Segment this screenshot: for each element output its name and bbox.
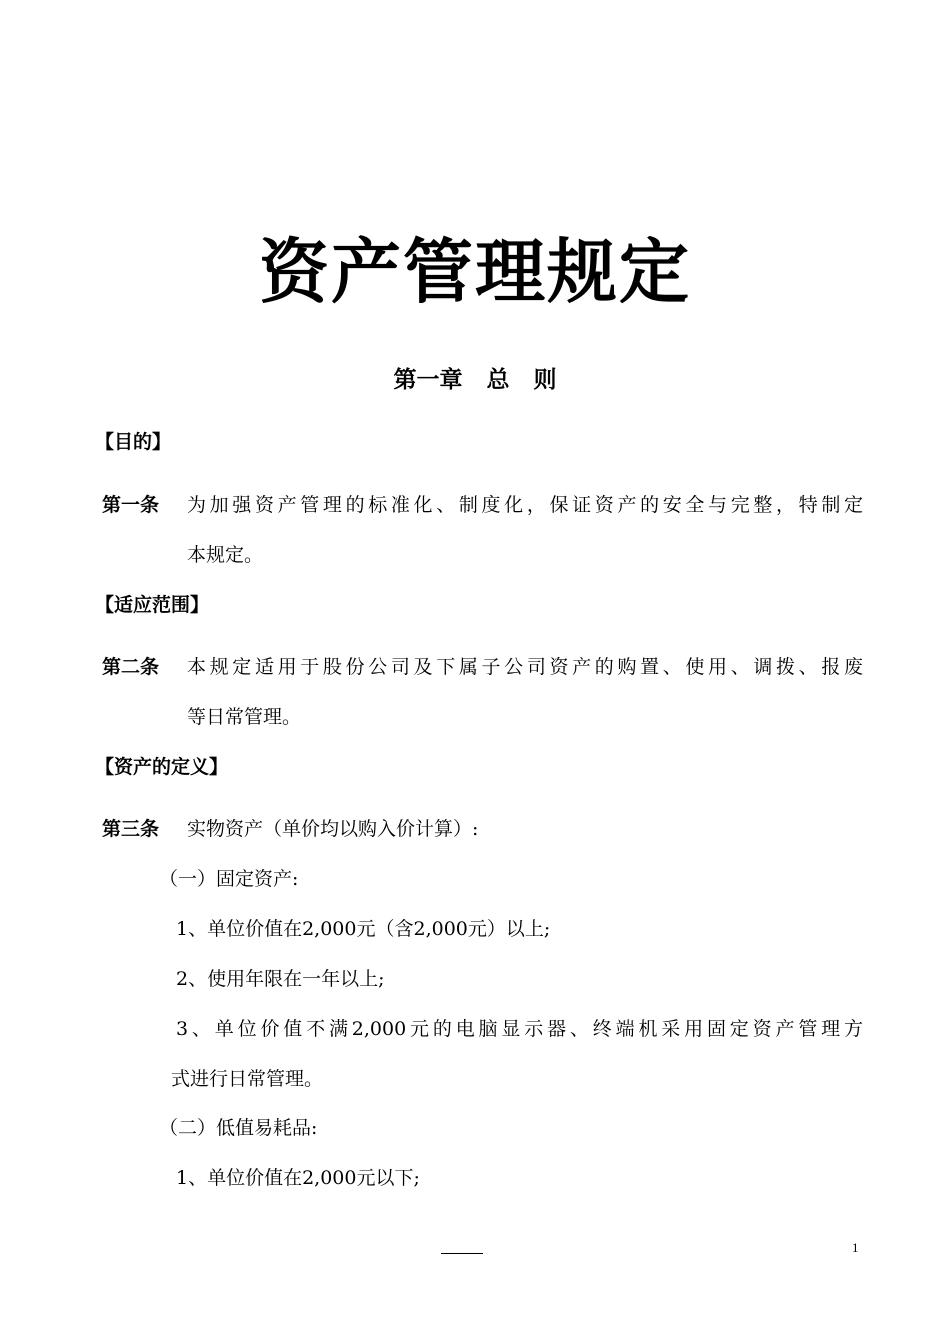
low-value-title: （二）低值易耗品: [159, 1117, 318, 1139]
article-label-2: 第二条 [102, 656, 160, 678]
article-label-3: 第三条 [102, 818, 160, 840]
section-heading-definition: 【资产的定义】 [95, 756, 229, 778]
fixed-assets-item-1: 1、单位价值在2,000元（含2,000元）以上; [176, 918, 551, 940]
chapter-title: 第一章 总 则 [393, 367, 557, 393]
footer-rule [441, 1253, 483, 1254]
page-number: 1 [852, 1240, 859, 1255]
fixed-assets-item-3-line-1: 3、单位价值不满2,000元的电脑显示器、终端机采用固定资产管理方 [176, 1018, 863, 1040]
document-title: 资产管理规定 [259, 231, 691, 313]
article-3-intro: 实物资产（单价均以购入价计算）: [187, 818, 479, 840]
article-label-1: 第一条 [102, 494, 160, 516]
section-heading-scope: 【适应范围】 [95, 594, 210, 616]
fixed-assets-title: （一）固定资产: [159, 868, 299, 890]
low-value-item-1: 1、单位价值在2,000元以下; [176, 1167, 420, 1189]
fixed-assets-item-2: 2、使用年限在一年以上; [176, 968, 385, 990]
article-1-line-1: 为加强资产管理的标准化、制度化，保证资产的安全与完整，特制定 [187, 494, 863, 516]
article-2-line-2: 等日常管理。 [187, 706, 302, 728]
article-1-line-2: 本规定。 [187, 544, 264, 566]
article-2-line-1: 本规定适用于股份公司及下属子公司资产的购置、使用、调拨、报废 [187, 656, 863, 678]
fixed-assets-item-3-line-2: 式进行日常管理。 [171, 1068, 324, 1090]
section-heading-purpose: 【目的】 [95, 431, 172, 453]
